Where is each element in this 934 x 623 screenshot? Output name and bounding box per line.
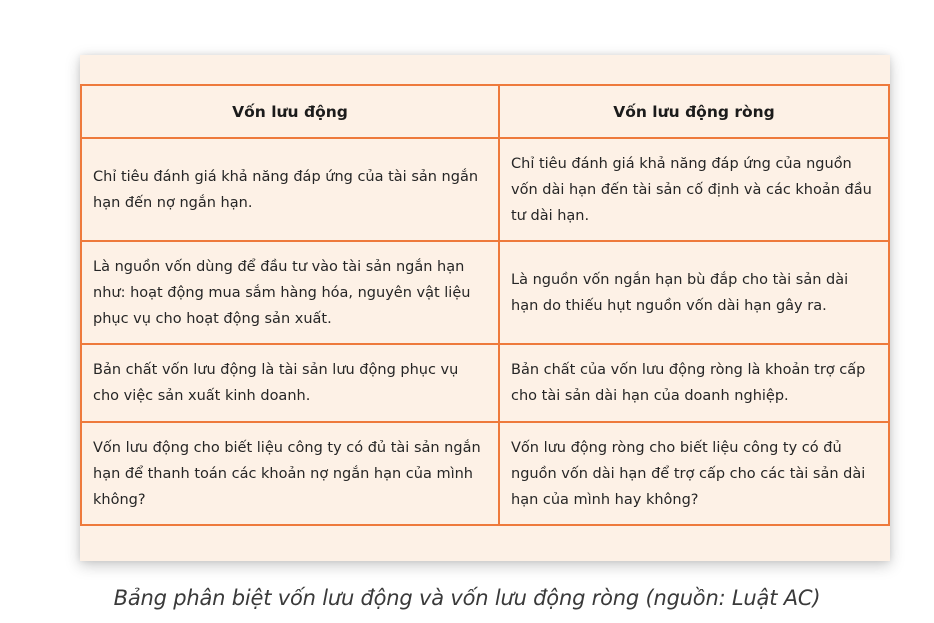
column-header-net-working-capital: Vốn lưu động ròng — [499, 85, 889, 138]
comparison-table-card — [80, 55, 890, 561]
table-caption: Bảng phân biệt vốn lưu động và vốn lưu động ròng (nguồn: Luật AC) — [113, 586, 821, 610]
table-cell: Là nguồn vốn dùng để đầu tư vào tài sản ngắn hạn như: hoạt động mua sắm hàng hóa, nguyên vật liệu phục vụ cho hoạt động sản xuất. — [81, 241, 499, 344]
table-cell: Vốn lưu động cho biết liệu công ty có đủ tài sản ngắn hạn để thanh toán các khoản nợ ngắn hạn của mình không? — [81, 422, 499, 525]
table-cell: Là nguồn vốn ngắn hạn bù đắp cho tài sản dài hạn do thiếu hụt nguồn vốn dài hạn gây ra. — [499, 241, 889, 344]
table-row — [81, 422, 889, 525]
table-row — [81, 344, 889, 422]
table-row — [81, 241, 889, 344]
comparison-table — [80, 84, 890, 526]
table-cell: Vốn lưu động ròng cho biết liệu công ty có đủ nguồn vốn dài hạn để trợ cấp cho các tài sản dài hạn của mình hay không? — [499, 422, 889, 525]
table-cell: Chỉ tiêu đánh giá khả năng đáp ứng của nguồn vốn dài hạn đến tài sản cố định và các khoản đầu tư dài hạn. — [499, 138, 889, 241]
table-row — [81, 138, 889, 241]
table-cell: Bản chất vốn lưu động là tài sản lưu động phục vụ cho việc sản xuất kinh doanh. — [81, 344, 499, 422]
table-header-row — [81, 85, 889, 138]
table-cell: Bản chất của vốn lưu động ròng là khoản trợ cấp cho tài sản dài hạn của doanh nghiệp. — [499, 344, 889, 422]
table-cell: Chỉ tiêu đánh giá khả năng đáp ứng của tài sản ngắn hạn đến nợ ngắn hạn. — [81, 138, 499, 241]
column-header-working-capital: Vốn lưu động — [81, 85, 499, 138]
